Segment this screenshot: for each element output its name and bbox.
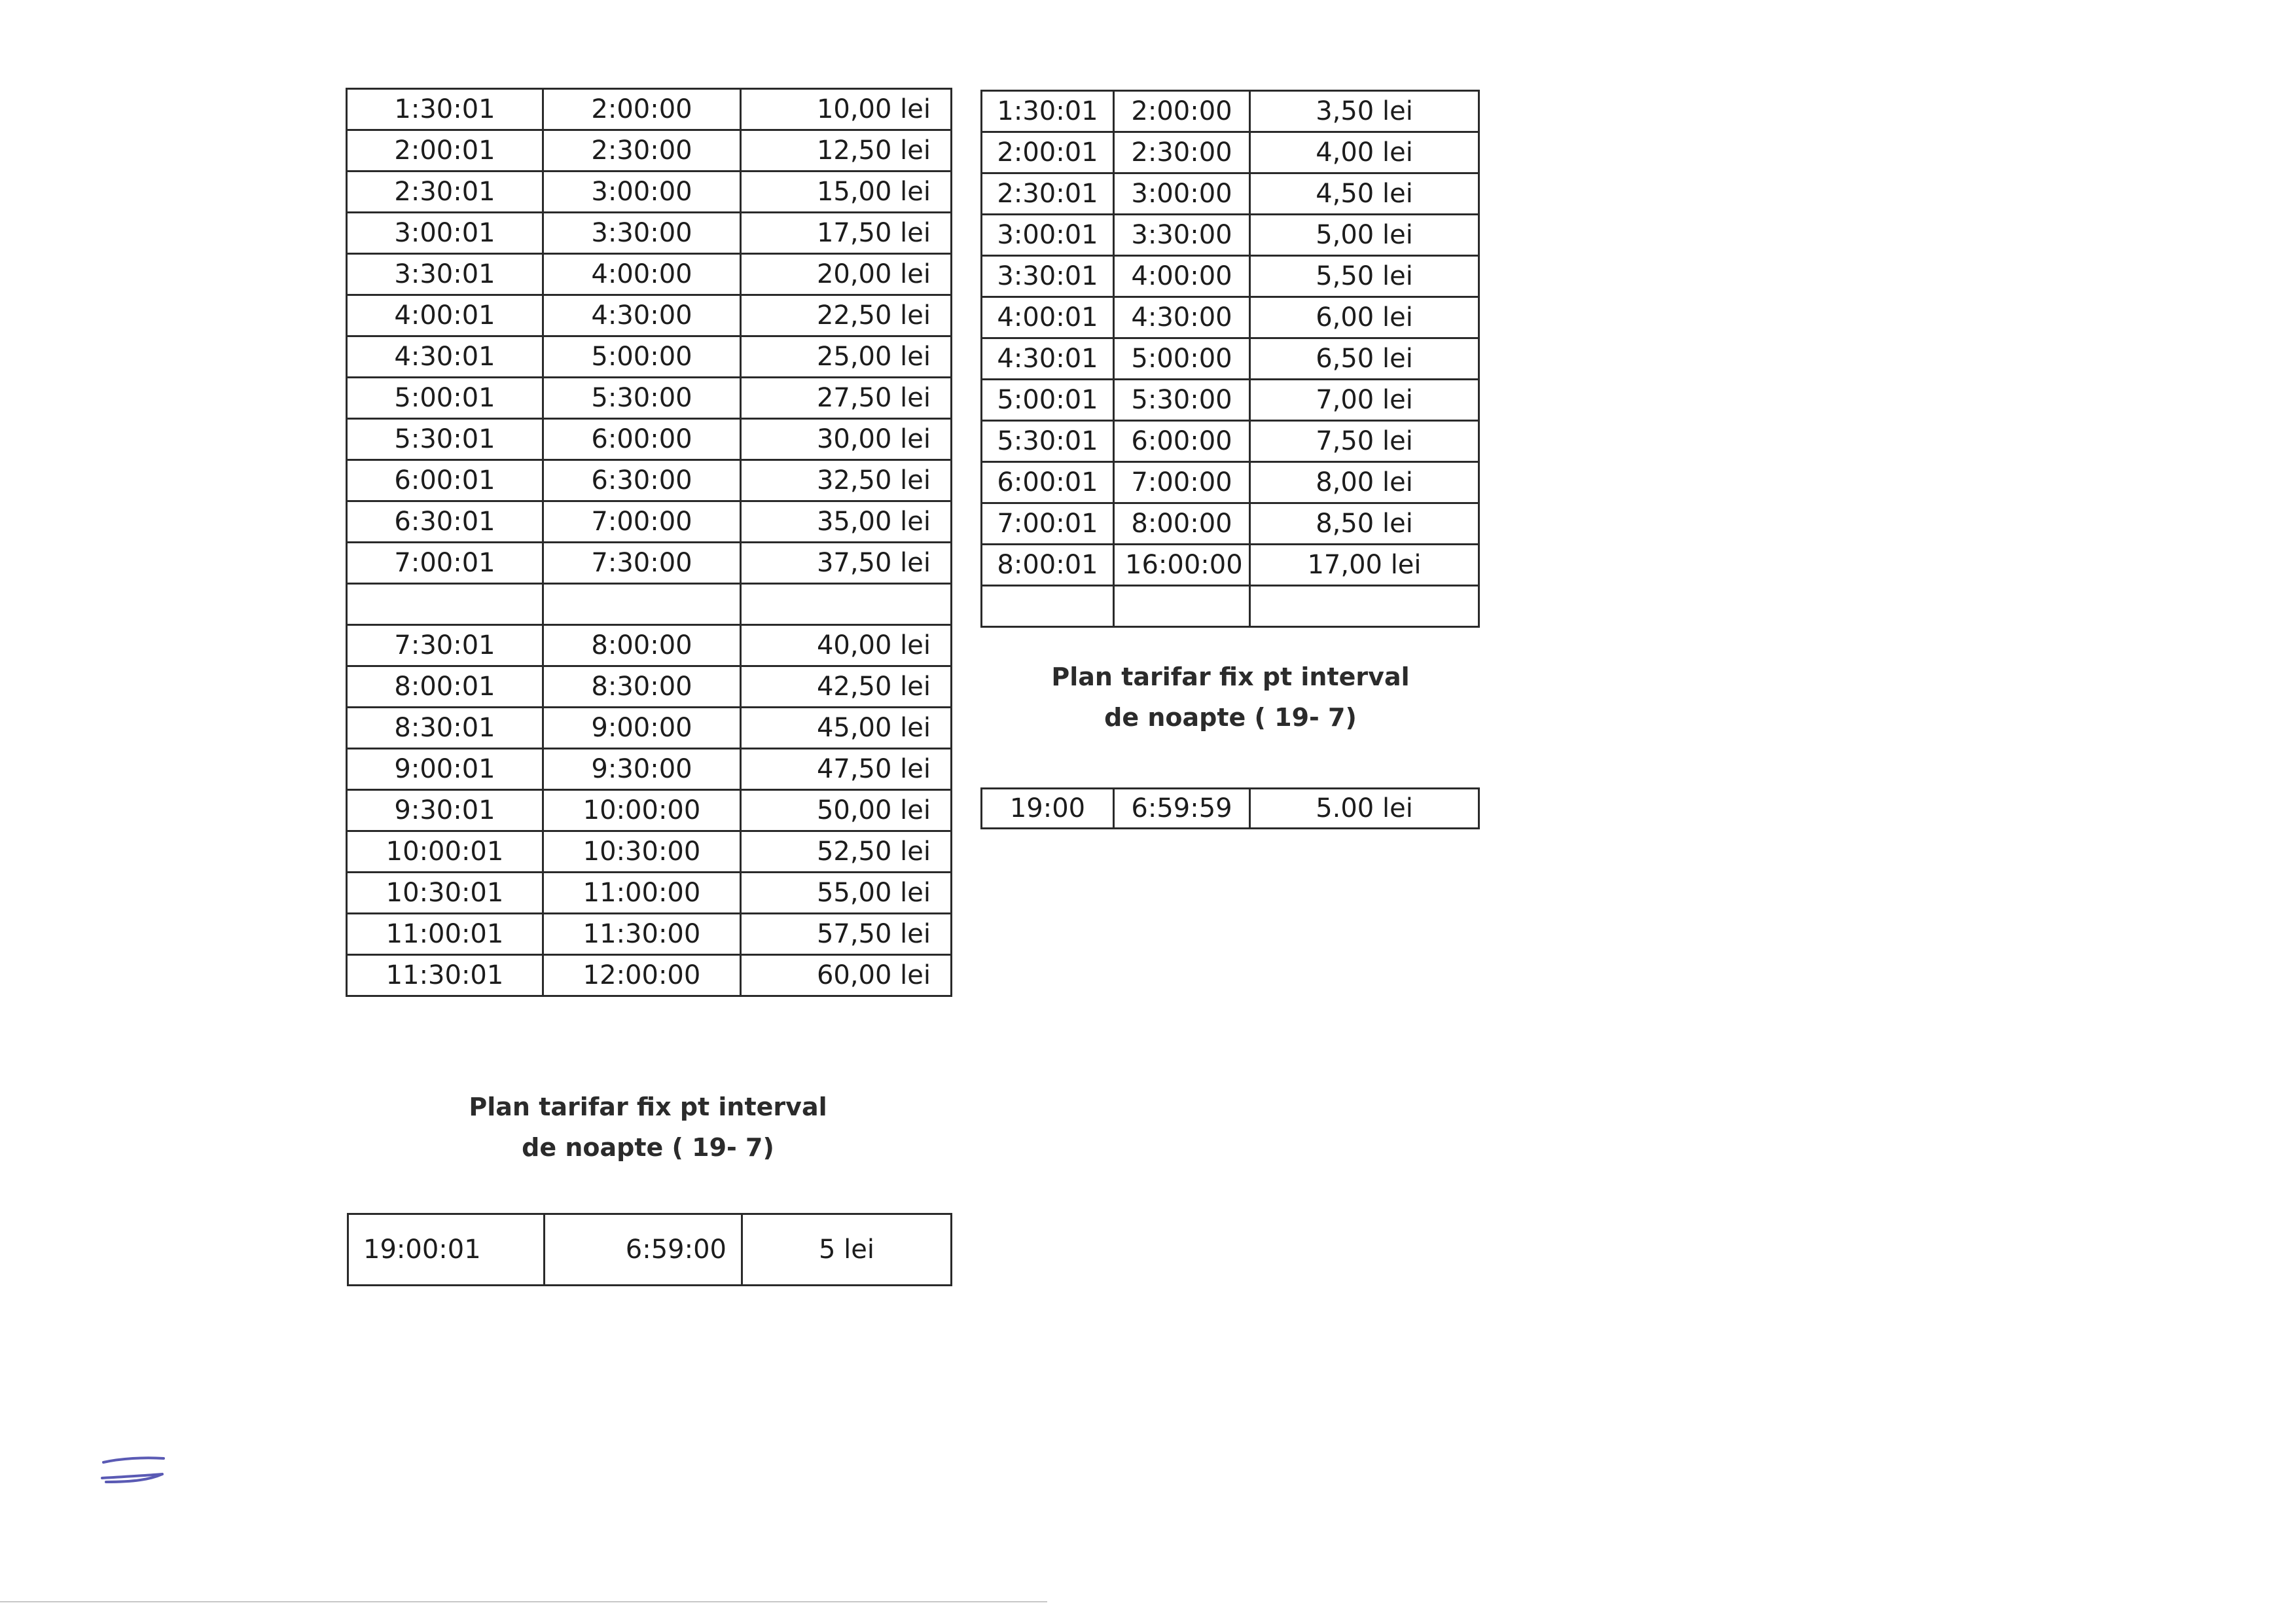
start-time-cell: 2:00:01 bbox=[347, 130, 543, 171]
end-time-cell: 3:30:00 bbox=[1114, 215, 1250, 256]
left-tariff-table bbox=[346, 88, 952, 997]
empty-cell bbox=[741, 584, 952, 625]
table-row bbox=[347, 295, 952, 336]
end-time-cell: 6:30:00 bbox=[543, 460, 741, 501]
table-row bbox=[347, 666, 952, 708]
price-cell: 8,00 lei bbox=[1250, 462, 1479, 503]
table-row bbox=[982, 545, 1479, 586]
table-row bbox=[347, 914, 952, 955]
price-cell: 7,00 lei bbox=[1250, 380, 1479, 421]
start-time-cell: 5:00:01 bbox=[982, 380, 1114, 421]
table-row bbox=[347, 460, 952, 501]
end-time-cell: 7:00:00 bbox=[1114, 462, 1250, 503]
table-row bbox=[347, 89, 952, 130]
right-caption-line-1: Plan tarifar fix pt interval bbox=[1051, 662, 1410, 691]
price-cell: 42,50 lei bbox=[741, 666, 952, 708]
end-time-cell: 2:30:00 bbox=[543, 130, 741, 171]
end-time-cell: 5:00:00 bbox=[543, 336, 741, 378]
table-row bbox=[982, 380, 1479, 421]
night-start-cell: 19:00:01 bbox=[348, 1214, 545, 1286]
table-row bbox=[347, 708, 952, 749]
spacer-row bbox=[347, 584, 952, 625]
start-time-cell: 1:30:01 bbox=[982, 91, 1114, 132]
right-caption-line-2: de noapte ( 19- 7) bbox=[1104, 703, 1357, 732]
table-row bbox=[982, 215, 1479, 256]
empty-cell bbox=[1114, 586, 1250, 627]
end-time-cell: 4:00:00 bbox=[1114, 256, 1250, 297]
table-row bbox=[982, 173, 1479, 215]
price-cell: 37,50 lei bbox=[741, 543, 952, 584]
price-cell: 4,00 lei bbox=[1250, 132, 1479, 173]
table-row bbox=[982, 91, 1479, 132]
right-night-tariff-table bbox=[980, 787, 1480, 829]
table-row bbox=[347, 749, 952, 790]
start-time-cell: 3:00:01 bbox=[347, 213, 543, 254]
start-time-cell: 10:00:01 bbox=[347, 831, 543, 873]
end-time-cell: 2:00:00 bbox=[543, 89, 741, 130]
end-time-cell: 9:30:00 bbox=[543, 749, 741, 790]
end-time-cell: 6:00:00 bbox=[1114, 421, 1250, 462]
table-row bbox=[347, 336, 952, 378]
price-cell: 35,00 lei bbox=[741, 501, 952, 543]
table-row bbox=[982, 462, 1479, 503]
start-time-cell: 1:30:01 bbox=[347, 89, 543, 130]
table-row bbox=[982, 297, 1479, 338]
end-time-cell: 8:00:00 bbox=[1114, 503, 1250, 545]
page-bottom-edge bbox=[0, 1601, 1047, 1602]
price-cell: 4,50 lei bbox=[1250, 173, 1479, 215]
table-row bbox=[347, 955, 952, 996]
price-cell: 6,50 lei bbox=[1250, 338, 1479, 380]
end-time-cell: 5:00:00 bbox=[1114, 338, 1250, 380]
end-time-cell: 16:00:00 bbox=[1114, 545, 1250, 586]
end-time-cell: 4:30:00 bbox=[1114, 297, 1250, 338]
end-time-cell: 9:00:00 bbox=[543, 708, 741, 749]
start-time-cell: 7:00:01 bbox=[982, 503, 1114, 545]
left-caption-line-2: de noapte ( 19- 7) bbox=[522, 1133, 774, 1162]
start-time-cell: 5:30:01 bbox=[347, 419, 543, 460]
table-row bbox=[982, 789, 1479, 829]
table-row bbox=[982, 421, 1479, 462]
table-row bbox=[347, 625, 952, 666]
price-cell: 5,00 lei bbox=[1250, 215, 1479, 256]
start-time-cell: 8:30:01 bbox=[347, 708, 543, 749]
right-night-plan-caption bbox=[969, 657, 1492, 738]
start-time-cell: 9:30:01 bbox=[347, 790, 543, 831]
price-cell: 40,00 lei bbox=[741, 625, 952, 666]
start-time-cell: 6:00:01 bbox=[347, 460, 543, 501]
price-cell: 47,50 lei bbox=[741, 749, 952, 790]
end-time-cell: 8:00:00 bbox=[543, 625, 741, 666]
end-time-cell: 2:00:00 bbox=[1114, 91, 1250, 132]
price-cell: 5,50 lei bbox=[1250, 256, 1479, 297]
end-time-cell: 12:00:00 bbox=[543, 955, 741, 996]
end-time-cell: 7:30:00 bbox=[543, 543, 741, 584]
left-caption-line-1: Plan tarifar fix pt interval bbox=[469, 1092, 827, 1121]
start-time-cell: 2:30:01 bbox=[347, 171, 543, 213]
start-time-cell: 4:30:01 bbox=[347, 336, 543, 378]
empty-cell bbox=[1250, 586, 1479, 627]
table-row bbox=[347, 378, 952, 419]
price-cell: 22,50 lei bbox=[741, 295, 952, 336]
empty-cell bbox=[543, 584, 741, 625]
price-cell: 45,00 lei bbox=[741, 708, 952, 749]
start-time-cell: 3:30:01 bbox=[982, 256, 1114, 297]
table-row bbox=[347, 213, 952, 254]
price-cell: 17,50 lei bbox=[741, 213, 952, 254]
price-cell: 6,00 lei bbox=[1250, 297, 1479, 338]
end-time-cell: 10:30:00 bbox=[543, 831, 741, 873]
empty-cell bbox=[347, 584, 543, 625]
table-row bbox=[347, 543, 952, 584]
price-cell: 7,50 lei bbox=[1250, 421, 1479, 462]
table-row bbox=[348, 1214, 952, 1286]
end-time-cell: 4:30:00 bbox=[543, 295, 741, 336]
price-cell: 25,00 lei bbox=[741, 336, 952, 378]
end-time-cell: 4:00:00 bbox=[543, 254, 741, 295]
table-row bbox=[347, 130, 952, 171]
start-time-cell: 2:30:01 bbox=[982, 173, 1114, 215]
start-time-cell: 4:00:01 bbox=[982, 297, 1114, 338]
left-night-tariff-table bbox=[347, 1213, 952, 1286]
end-time-cell: 10:00:00 bbox=[543, 790, 741, 831]
end-time-cell: 5:30:00 bbox=[543, 378, 741, 419]
start-time-cell: 8:00:01 bbox=[347, 666, 543, 708]
table-row bbox=[347, 831, 952, 873]
table-row bbox=[347, 873, 952, 914]
table-row bbox=[347, 790, 952, 831]
left-night-plan-caption bbox=[380, 1087, 916, 1168]
start-time-cell: 10:30:01 bbox=[347, 873, 543, 914]
price-cell: 8,50 lei bbox=[1250, 503, 1479, 545]
start-time-cell: 11:30:01 bbox=[347, 955, 543, 996]
price-cell: 20,00 lei bbox=[741, 254, 952, 295]
left-tariff-table-body bbox=[347, 89, 952, 996]
start-time-cell: 9:00:01 bbox=[347, 749, 543, 790]
start-time-cell: 7:00:01 bbox=[347, 543, 543, 584]
spacer-row bbox=[982, 586, 1479, 627]
price-cell: 12,50 lei bbox=[741, 130, 952, 171]
night-end-cell: 6:59:00 bbox=[545, 1214, 742, 1286]
price-cell: 27,50 lei bbox=[741, 378, 952, 419]
end-time-cell: 3:00:00 bbox=[543, 171, 741, 213]
end-time-cell: 11:00:00 bbox=[543, 873, 741, 914]
price-cell: 50,00 lei bbox=[741, 790, 952, 831]
price-cell: 52,50 lei bbox=[741, 831, 952, 873]
price-cell: 60,00 lei bbox=[741, 955, 952, 996]
price-cell: 57,50 lei bbox=[741, 914, 952, 955]
night-price-cell: 5 lei bbox=[742, 1214, 952, 1286]
table-row bbox=[982, 132, 1479, 173]
table-row bbox=[347, 254, 952, 295]
end-time-cell: 8:30:00 bbox=[543, 666, 741, 708]
end-time-cell: 3:30:00 bbox=[543, 213, 741, 254]
right-tariff-table-body bbox=[982, 91, 1479, 627]
price-cell: 10,00 lei bbox=[741, 89, 952, 130]
start-time-cell: 6:30:01 bbox=[347, 501, 543, 543]
price-cell: 30,00 lei bbox=[741, 419, 952, 460]
start-time-cell: 8:00:01 bbox=[982, 545, 1114, 586]
end-time-cell: 6:00:00 bbox=[543, 419, 741, 460]
right-tariff-table bbox=[980, 90, 1480, 628]
night-start-cell: 19:00 bbox=[982, 789, 1114, 829]
start-time-cell: 11:00:01 bbox=[347, 914, 543, 955]
table-row bbox=[347, 171, 952, 213]
start-time-cell: 3:30:01 bbox=[347, 254, 543, 295]
handwritten-signature-mark bbox=[98, 1452, 170, 1491]
table-row bbox=[982, 503, 1479, 545]
end-time-cell: 2:30:00 bbox=[1114, 132, 1250, 173]
night-end-cell: 6:59:59 bbox=[1114, 789, 1250, 829]
price-cell: 17,00 lei bbox=[1250, 545, 1479, 586]
price-cell: 32,50 lei bbox=[741, 460, 952, 501]
table-row bbox=[347, 501, 952, 543]
table-row bbox=[982, 338, 1479, 380]
start-time-cell: 5:30:01 bbox=[982, 421, 1114, 462]
end-time-cell: 11:30:00 bbox=[543, 914, 741, 955]
start-time-cell: 5:00:01 bbox=[347, 378, 543, 419]
price-cell: 3,50 lei bbox=[1250, 91, 1479, 132]
start-time-cell: 7:30:01 bbox=[347, 625, 543, 666]
night-price-cell: 5.00 lei bbox=[1250, 789, 1479, 829]
end-time-cell: 5:30:00 bbox=[1114, 380, 1250, 421]
price-cell: 15,00 lei bbox=[741, 171, 952, 213]
empty-cell bbox=[982, 586, 1114, 627]
table-row bbox=[347, 419, 952, 460]
start-time-cell: 4:30:01 bbox=[982, 338, 1114, 380]
start-time-cell: 4:00:01 bbox=[347, 295, 543, 336]
start-time-cell: 2:00:01 bbox=[982, 132, 1114, 173]
end-time-cell: 7:00:00 bbox=[543, 501, 741, 543]
price-cell: 55,00 lei bbox=[741, 873, 952, 914]
start-time-cell: 3:00:01 bbox=[982, 215, 1114, 256]
end-time-cell: 3:00:00 bbox=[1114, 173, 1250, 215]
start-time-cell: 6:00:01 bbox=[982, 462, 1114, 503]
table-row bbox=[982, 256, 1479, 297]
